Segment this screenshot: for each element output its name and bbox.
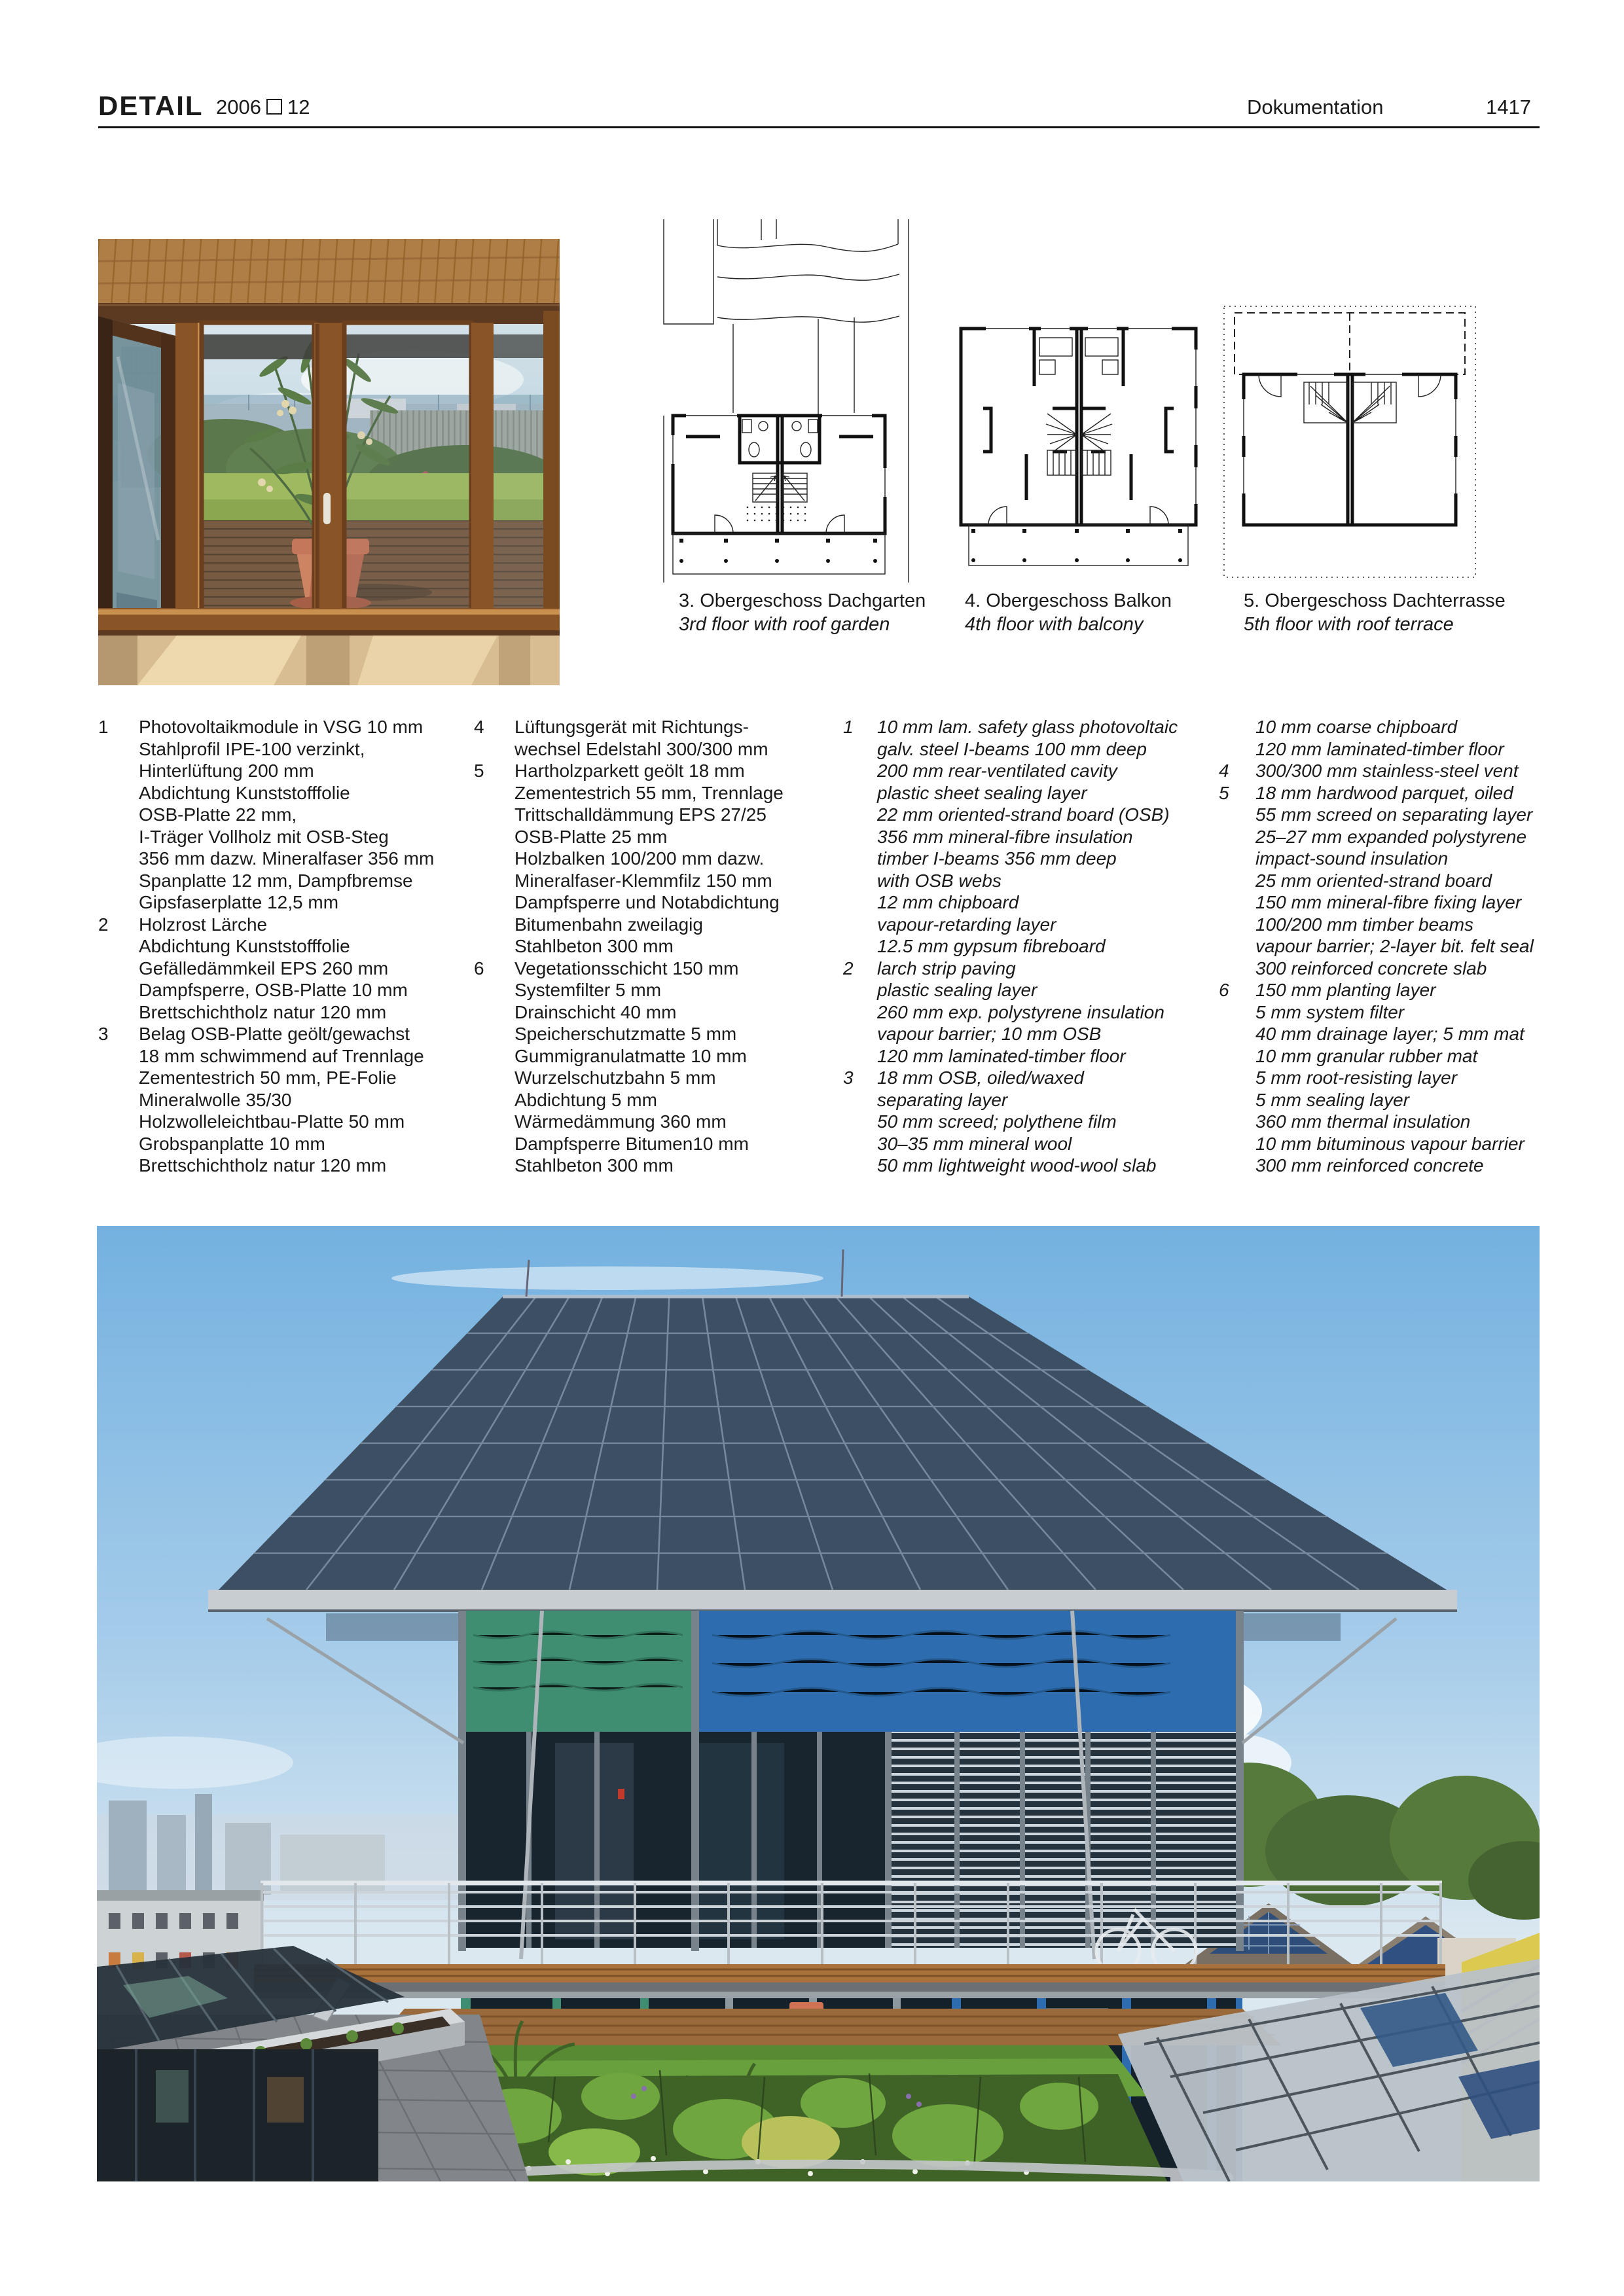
floor-plan-4th-balcony <box>949 309 1208 573</box>
legend-line <box>1219 760 1546 782</box>
legend-item-text: vapour barrier; 2-layer bit. felt seal <box>1255 936 1534 956</box>
legend-item-number: 4 <box>1219 761 1229 781</box>
legend-line <box>843 738 1213 761</box>
legend-item-text: Belag OSB-Platte geölt/gewachst <box>139 1024 410 1044</box>
legend-line <box>474 804 837 826</box>
legend-item-number <box>843 848 877 870</box>
legend-line <box>1219 1001 1546 1024</box>
legend-item-text: Hartholzparkett geölt 18 mm <box>514 761 745 781</box>
legend-item-text: galv. steel I-beams 100 mm deep <box>877 738 1147 759</box>
legend-item-text: 150 mm mineral-fibre fixing layer <box>1255 892 1522 912</box>
legend-item-text: Wärmedämmung 360 mm <box>514 1111 727 1132</box>
legend-item-number <box>1219 891 1255 914</box>
legend-item-number <box>474 1001 514 1024</box>
caption-german: 4. Obergeschoss Balkon <box>965 590 1172 611</box>
legend-item-number: 1 <box>98 717 109 737</box>
legend-item-number <box>98 826 139 848</box>
legend-item-number <box>98 1067 139 1089</box>
legend-line <box>474 914 837 936</box>
legend-line <box>98 979 468 1001</box>
plan-caption-5th <box>1244 589 1545 636</box>
legend-item-text: Dampfsperre, OSB-Platte 10 mm <box>139 980 408 1000</box>
legend-item-text: Zementestrich 50 mm, PE-Folie <box>139 1067 397 1088</box>
legend-item-number <box>98 979 139 1001</box>
legend-line <box>1219 914 1546 936</box>
legend-item-number <box>843 935 877 958</box>
legend-line <box>98 1155 468 1177</box>
legend-line <box>474 782 837 804</box>
legend-item-text: 200 mm rear-ventilated cavity <box>877 761 1117 781</box>
legend-line <box>1219 826 1546 848</box>
legend-line <box>98 716 468 738</box>
legend-line <box>474 826 837 848</box>
legend-line <box>1219 935 1546 958</box>
legend-item-number <box>98 1001 139 1024</box>
legend-item-number <box>474 870 514 892</box>
legend-item-text: impact-sound insulation <box>1255 848 1449 869</box>
legend-line <box>1219 804 1546 826</box>
legend-item-text: Gummigranulatmatte 10 mm <box>514 1045 747 1066</box>
legend-item-text: Brettschichtholz natur 120 mm <box>139 1155 387 1175</box>
legend-line <box>98 1111 468 1133</box>
legend-line <box>98 1133 468 1155</box>
legend-item-number <box>474 1111 514 1133</box>
legend-item-number <box>474 804 514 826</box>
legend-item-number <box>843 979 877 1001</box>
legend-line <box>474 1023 837 1045</box>
legend-item-number <box>474 979 514 1001</box>
legend-item-text: with OSB webs <box>877 870 1001 891</box>
legend-line <box>1219 1133 1546 1155</box>
legend-item-number <box>1219 958 1255 980</box>
legend-line <box>474 870 837 892</box>
legend-line <box>474 716 837 738</box>
legend-line <box>843 870 1213 892</box>
legend-line <box>98 870 468 892</box>
legend-item-number <box>1219 1111 1255 1133</box>
legend-item-number <box>843 1045 877 1067</box>
floor-plan-4th-graphic <box>949 309 1208 573</box>
legend-item-text: 120 mm laminated-timber floor <box>877 1045 1126 1066</box>
legend-line <box>474 1089 837 1111</box>
interior-photo-graphic <box>98 239 560 685</box>
legend-line <box>98 958 468 980</box>
legend-item-number <box>843 760 877 782</box>
legend-item-text: Photovoltaikmodule in VSG 10 mm <box>139 717 424 737</box>
legend-item-number <box>843 1111 877 1133</box>
plan-caption-4th <box>965 589 1266 636</box>
legend-line <box>1219 1155 1546 1177</box>
legend-line <box>98 1001 468 1024</box>
legend-line <box>474 848 837 870</box>
legend-item-number <box>1219 804 1255 826</box>
legend-item-number <box>843 891 877 914</box>
legend-line <box>843 891 1213 914</box>
legend-item-number <box>98 804 139 826</box>
legend-line <box>98 804 468 826</box>
legend-item-number <box>1219 1001 1255 1024</box>
magazine-logo: DETAIL <box>98 90 204 121</box>
legend-item-text: Gefälledämmkeil EPS 260 mm <box>139 958 389 978</box>
legend-item-number <box>1219 848 1255 870</box>
legend-item-number <box>843 1001 877 1024</box>
legend-item-text: 260 mm exp. polystyrene insulation <box>877 1001 1164 1022</box>
legend-line <box>1219 848 1546 870</box>
legend-item-number <box>474 1023 514 1045</box>
legend-item-number <box>474 935 514 958</box>
house-photo-graphic <box>97 1226 1540 2181</box>
legend-line <box>98 914 468 936</box>
legend-item-text: 25 mm oriented-strand board <box>1255 870 1492 891</box>
legend-line <box>843 958 1213 980</box>
legend-item-number <box>1219 870 1255 892</box>
legend-item-text: Abdichtung Kunststofffolie <box>139 782 350 803</box>
legend-item-text: Brettschichtholz natur 120 mm <box>139 1001 387 1022</box>
legend-item-text: Speicherschutzmatte 5 mm <box>514 1024 737 1044</box>
legend-item-number <box>474 914 514 936</box>
legend-item-number: 4 <box>474 717 484 737</box>
legend-item-text: Mineralfaser-Klemmfilz 150 mm <box>514 870 772 891</box>
legend-item-number <box>474 1089 514 1111</box>
legend-item-text: vapour barrier; 10 mm OSB <box>877 1024 1102 1044</box>
legend-item-number <box>1219 1133 1255 1155</box>
legend-item-number: 1 <box>843 717 854 737</box>
checkbox-icon <box>266 99 282 115</box>
legend-item-number <box>474 826 514 848</box>
legend-line <box>843 1023 1213 1045</box>
legend-item-number <box>1219 826 1255 848</box>
legend-column-german-1 <box>98 716 468 1177</box>
legend-item-number <box>98 958 139 980</box>
legend-line <box>474 760 837 782</box>
legend-item-text: I-Träger Vollholz mit OSB-Steg <box>139 826 389 847</box>
legend-item-text: 25–27 mm expanded polystyrene <box>1255 826 1527 847</box>
legend-item-number <box>98 782 139 804</box>
legend-line <box>843 1133 1213 1155</box>
legend-item-text: 40 mm drainage layer; 5 mm mat <box>1255 1024 1525 1044</box>
legend-item-number: 5 <box>1219 782 1229 803</box>
legend-item-number <box>843 914 877 936</box>
legend-item-text: Holzrost Lärche <box>139 914 268 935</box>
plan-caption-3rd <box>679 589 980 636</box>
legend-item-text: Trittschalldämmung EPS 27/25 <box>514 804 767 825</box>
legend-line <box>1219 716 1546 738</box>
legend-item-text: 150 mm planting layer <box>1255 980 1436 1000</box>
legend-item-number <box>98 1045 139 1067</box>
legend-line <box>98 1067 468 1089</box>
legend-item-text: Stahlprofil IPE-100 verzinkt, <box>139 738 365 759</box>
legend-item-text: 18 mm hardwood parquet, oiled <box>1255 782 1513 803</box>
legend-item-number: 3 <box>843 1067 854 1088</box>
legend-line <box>474 979 837 1001</box>
legend-item-text: 356 mm mineral-fibre insulation <box>877 826 1133 847</box>
legend-item-number <box>1219 1045 1255 1067</box>
legend-item-number <box>98 1133 139 1155</box>
legend-item-text: vapour-retarding layer <box>877 914 1056 935</box>
legend-item-number <box>1219 935 1255 958</box>
legend-line <box>1219 1111 1546 1133</box>
legend-item-number <box>1219 1023 1255 1045</box>
legend-line <box>474 935 837 958</box>
legend-line <box>843 1155 1213 1177</box>
legend-item-text: Systemfilter 5 mm <box>514 980 662 1000</box>
floor-plan-3rd-roof-garden <box>655 219 916 583</box>
legend-item-text: Abdichtung 5 mm <box>514 1089 657 1110</box>
floor-plan-5th-graphic <box>1219 301 1481 583</box>
legend-item-text: 300 reinforced concrete slab <box>1255 958 1487 978</box>
legend-item-number <box>843 782 877 804</box>
legend-item-text: 18 mm schwimmend auf Trennlage <box>139 1045 424 1066</box>
legend-item-text: Dampfsperre Bitumen10 mm <box>514 1133 749 1154</box>
legend-item-text: 300 mm reinforced concrete <box>1255 1155 1484 1175</box>
legend-item-number <box>98 738 139 761</box>
legend-line <box>843 1067 1213 1089</box>
legend-item-text: wechsel Edelstahl 300/300 mm <box>514 738 768 759</box>
legend-item-number <box>474 782 514 804</box>
legend-line <box>1219 738 1546 761</box>
legend-item-text: 5 mm system filter <box>1255 1001 1405 1022</box>
caption-english: 4th floor with balcony <box>965 614 1144 635</box>
legend-line <box>98 1023 468 1045</box>
legend-item-text: 100/200 mm timber beams <box>1255 914 1474 935</box>
legend-line <box>474 1001 837 1024</box>
legend-line <box>843 804 1213 826</box>
issue-info <box>216 96 310 119</box>
legend-line <box>98 935 468 958</box>
legend-item-text: 5 mm root-resisting layer <box>1255 1067 1458 1088</box>
legend-line <box>1219 891 1546 914</box>
legend-line <box>474 1045 837 1067</box>
legend-item-text: 360 mm thermal insulation <box>1255 1111 1471 1132</box>
page-number: 1417 <box>1486 96 1531 118</box>
legend-line <box>1219 1045 1546 1067</box>
legend-item-number <box>843 1155 877 1177</box>
legend-item-text: 5 mm sealing layer <box>1255 1089 1409 1110</box>
legend-item-number <box>474 1133 514 1155</box>
legend-item-number <box>474 738 514 761</box>
legend-item-text: 30–35 mm mineral wool <box>877 1133 1072 1154</box>
legend-line <box>474 891 837 914</box>
legend-line <box>1219 1067 1546 1089</box>
legend-item-text: separating layer <box>877 1089 1008 1110</box>
legend-item-number <box>843 738 877 761</box>
legend-line <box>1219 979 1546 1001</box>
legend-item-text: 120 mm laminated-timber floor <box>1255 738 1504 759</box>
legend-item-number <box>98 870 139 892</box>
legend-line <box>474 1155 837 1177</box>
legend-line <box>98 760 468 782</box>
legend-item-text: 50 mm lightweight wood-wool slab <box>877 1155 1157 1175</box>
legend-item-number: 6 <box>474 958 484 978</box>
legend-item-number <box>843 1023 877 1045</box>
legend-item-text: OSB-Platte 25 mm <box>514 826 668 847</box>
legend-line <box>843 1001 1213 1024</box>
legend-line <box>843 979 1213 1001</box>
legend-item-text: Holzbalken 100/200 mm dazw. <box>514 848 765 869</box>
legend-line <box>98 1045 468 1067</box>
legend-line <box>474 1133 837 1155</box>
legend-item-text: 10 mm coarse chipboard <box>1255 717 1458 737</box>
legend-item-text: timber I-beams 356 mm deep <box>877 848 1117 869</box>
legend-item-number <box>843 1089 877 1111</box>
legend-line <box>1219 782 1546 804</box>
legend-item-text: Bitumenbahn zweilagig <box>514 914 703 935</box>
legend-column-german-2 <box>474 716 837 1177</box>
legend-line <box>1219 1089 1546 1111</box>
legend-item-text: 12.5 mm gypsum fibreboard <box>877 936 1106 956</box>
legend-item-text: OSB-Platte 22 mm, <box>139 804 297 825</box>
legend-line <box>474 738 837 761</box>
legend-item-number: 2 <box>843 958 854 978</box>
legend-item-number <box>98 1155 139 1177</box>
legend-item-number <box>1219 1089 1255 1111</box>
legend-item-text: 10 mm granular rubber mat <box>1255 1045 1478 1066</box>
legend-line <box>1219 870 1546 892</box>
legend-item-number <box>474 1067 514 1089</box>
issue-year: 2006 <box>216 96 261 118</box>
legend-item-text: Spanplatte 12 mm, Dampfbremse <box>139 870 413 891</box>
legend-line <box>98 848 468 870</box>
legend-item-number <box>843 870 877 892</box>
legend-item-number <box>474 1155 514 1177</box>
legend-item-text: Stahlbeton 300 mm <box>514 1155 674 1175</box>
legend-item-text: 22 mm oriented-strand board (OSB) <box>877 804 1170 825</box>
legend-line <box>98 782 468 804</box>
floor-plan-3rd-graphic <box>655 219 916 583</box>
legend-item-number <box>843 826 877 848</box>
legend-item-text: Lüftungsgerät mit Richtungs- <box>514 717 749 737</box>
header-rule <box>98 126 1540 128</box>
legend-item-number <box>98 891 139 914</box>
legend-item-text: plastic sheet sealing layer <box>877 782 1087 803</box>
legend-item-number <box>1219 1067 1255 1089</box>
legend-item-text: Dampfsperre und Notabdichtung <box>514 892 780 912</box>
legend-line <box>843 848 1213 870</box>
caption-german: 3. Obergeschoss Dachgarten <box>679 590 926 611</box>
legend-item-text: larch strip paving <box>877 958 1016 978</box>
legend-item-text: Wurzelschutzbahn 5 mm <box>514 1067 716 1088</box>
legend-item-text: 50 mm screed; polythene film <box>877 1111 1117 1132</box>
legend-line <box>843 716 1213 738</box>
legend-item-number <box>1219 1155 1255 1177</box>
legend-line <box>843 1089 1213 1111</box>
legend-line <box>98 738 468 761</box>
legend-item-text: 10 mm lam. safety glass photovoltaic <box>877 717 1178 737</box>
legend-column-english-2 <box>1219 716 1546 1177</box>
legend-line <box>474 1111 837 1133</box>
legend-line <box>843 935 1213 958</box>
legend-item-number <box>843 1133 877 1155</box>
legend-item-text: 12 mm chipboard <box>877 892 1019 912</box>
caption-english: 3rd floor with roof garden <box>679 614 890 635</box>
legend-item-number <box>98 760 139 782</box>
legend-item-text: Vegetationsschicht 150 mm <box>514 958 739 978</box>
legend-item-text: Stahlbeton 300 mm <box>514 936 674 956</box>
legend-item-number <box>98 1111 139 1133</box>
floor-plan-5th-roof-terrace <box>1219 301 1481 583</box>
legend-item-number <box>1219 738 1255 761</box>
issue-number: 12 <box>287 96 310 118</box>
legend-line <box>843 1111 1213 1133</box>
legend-item-number <box>843 804 877 826</box>
legend-item-number <box>98 1089 139 1111</box>
legend-line <box>98 1089 468 1111</box>
legend-item-text: 18 mm OSB, oiled/waxed <box>877 1067 1084 1088</box>
legend-item-number <box>474 848 514 870</box>
legend-item-number: 5 <box>474 761 484 781</box>
legend-item-text: Gipsfaserplatte 12,5 mm <box>139 892 339 912</box>
caption-english: 5th floor with roof terrace <box>1244 614 1454 635</box>
legend-line <box>474 1067 837 1089</box>
legend-item-number <box>474 1045 514 1067</box>
legend-line <box>474 958 837 980</box>
legend-line <box>843 914 1213 936</box>
legend-item-text: 55 mm screed on separating layer <box>1255 804 1533 825</box>
legend-line <box>1219 958 1546 980</box>
interior-terrace-photo <box>98 239 560 685</box>
legend-item-text: Mineralwolle 35/30 <box>139 1089 292 1110</box>
legend-item-number <box>98 848 139 870</box>
legend-line <box>843 826 1213 848</box>
legend-item-number <box>1219 716 1255 738</box>
legend-item-text: 10 mm bituminous vapour barrier <box>1255 1133 1525 1154</box>
legend-line <box>98 891 468 914</box>
legend-line <box>1219 1023 1546 1045</box>
legend-line <box>843 760 1213 782</box>
legend-item-number: 6 <box>1219 980 1229 1000</box>
legend-item-number <box>1219 914 1255 936</box>
legend-item-text: plastic sealing layer <box>877 980 1038 1000</box>
legend-item-number <box>474 891 514 914</box>
legend-column-english-1 <box>843 716 1213 1177</box>
caption-german: 5. Obergeschoss Dachterrasse <box>1244 590 1506 611</box>
legend-item-text: 356 mm dazw. Mineralfaser 356 mm <box>139 848 435 869</box>
legend-line <box>98 826 468 848</box>
legend-item-text: Holzwolleleichtbau-Platte 50 mm <box>139 1111 405 1132</box>
legend-item-text: Drainschicht 40 mm <box>514 1001 677 1022</box>
legend-item-text: Hinterlüftung 200 mm <box>139 761 314 781</box>
legend-item-text: 300/300 mm stainless-steel vent <box>1255 761 1519 781</box>
house-exterior-photo <box>97 1226 1540 2181</box>
legend-item-number: 2 <box>98 914 109 935</box>
legend-item-text: Zementestrich 55 mm, Trennlage <box>514 782 784 803</box>
legend-line <box>843 1045 1213 1067</box>
legend-line <box>843 782 1213 804</box>
section-title: Dokumentation <box>1247 96 1384 118</box>
legend-item-text: Grobspanplatte 10 mm <box>139 1133 325 1154</box>
legend-item-text: Abdichtung Kunststofffolie <box>139 936 350 956</box>
legend-item-number: 3 <box>98 1024 109 1044</box>
legend-item-number <box>98 935 139 958</box>
